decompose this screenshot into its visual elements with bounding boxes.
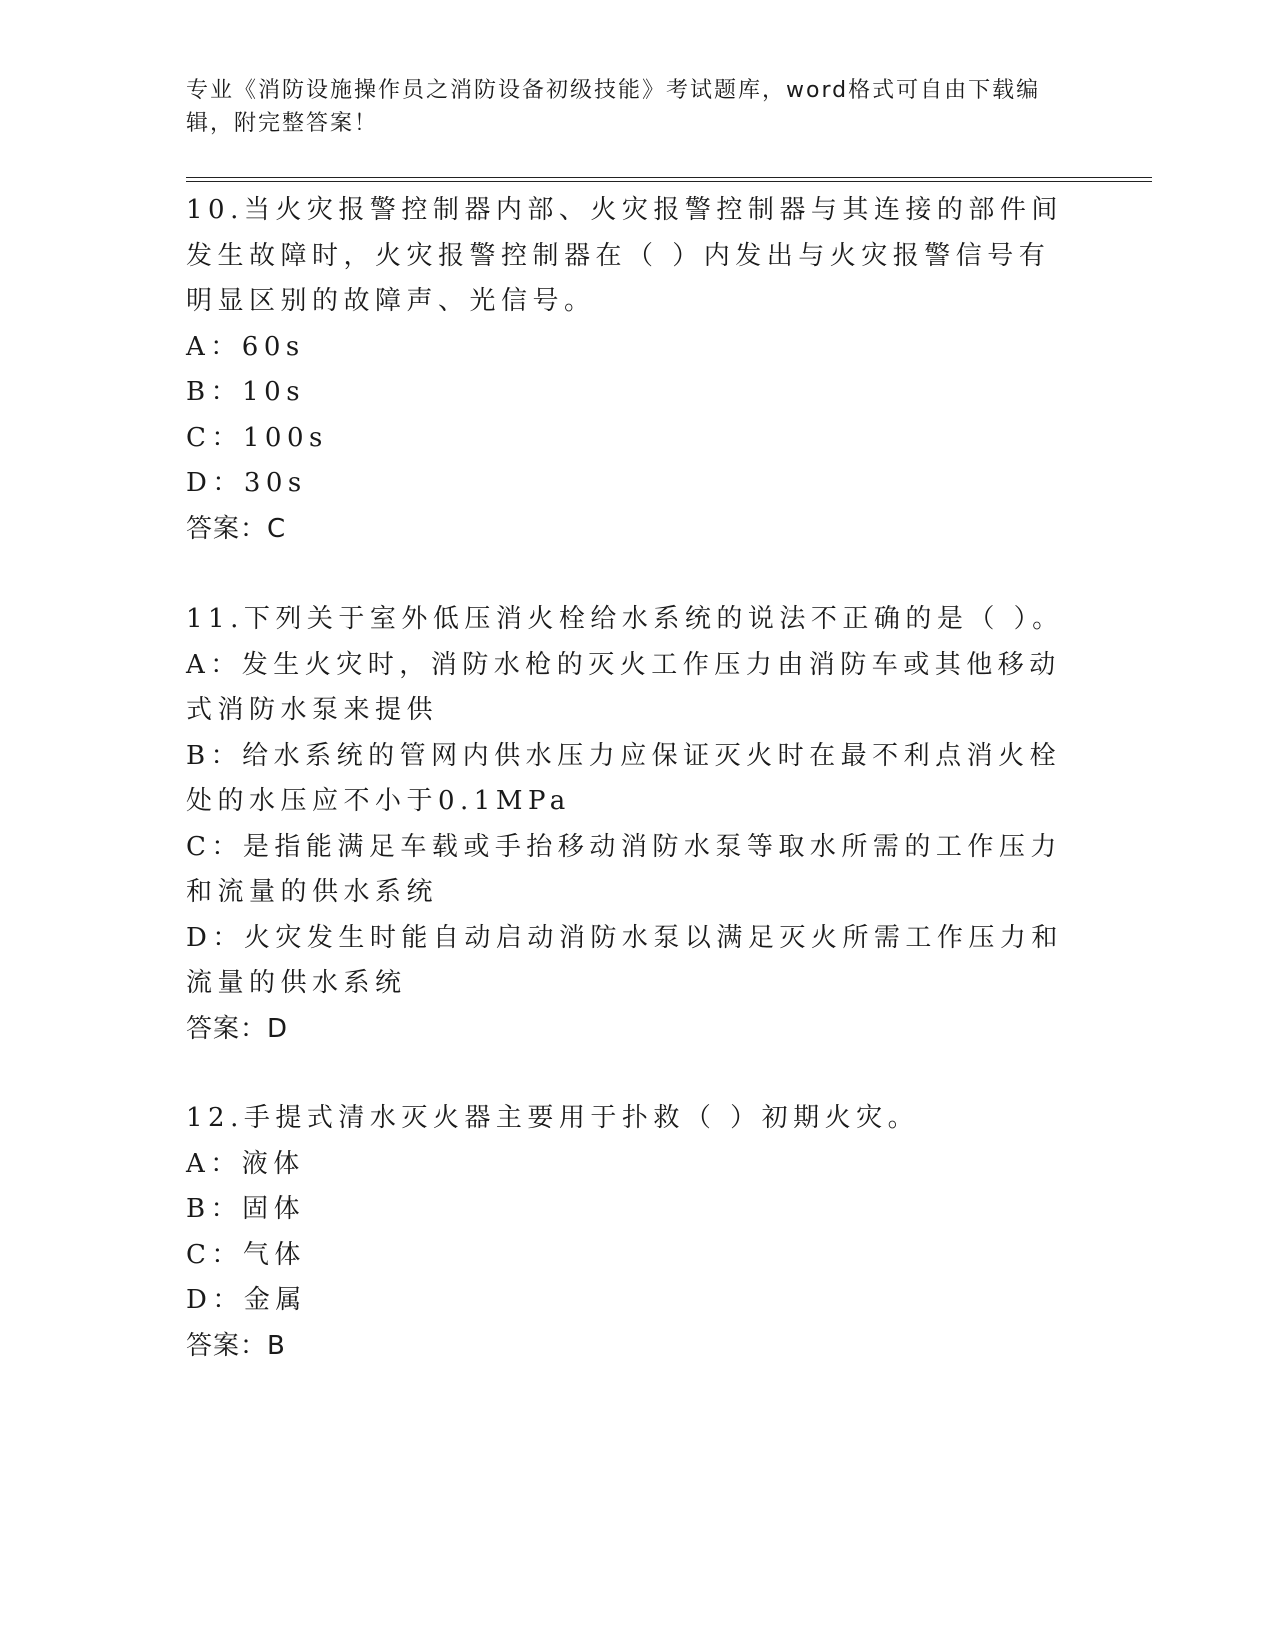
option-a: A：发生火灾时，消防水枪的灭火工作压力由消防车或其他移动式消防水泵来提供 [186,649,1061,725]
answer: 答案：B [186,1330,286,1361]
option-c: C：100s [186,422,328,453]
option-a: A：60s [186,331,305,362]
answer: 答案：C [186,513,287,544]
option-b: B：给水系统的管网内供水压力应保证灭火时在最不利点消火栓处的水压应不小于0.1MPa [186,740,1062,816]
question-stem: 10.当火灾报警控制器内部、火灾报警控制器与其连接的部件间发生故障时，火灾报警控制器在（ ）内发出与火灾报警信号有明显区别的故障声、光信号。 [186,195,1063,316]
option-c: C：是指能满足车载或手抬移动消防水泵等取水所需的工作压力和流量的供水系统 [186,831,1062,907]
answer: 答案：D [186,1013,289,1044]
option-d: D：火灾发生时能自动启动消防水泵以满足灭火所需工作压力和流量的供水系统 [186,922,1063,998]
question-11 [186,597,1066,1052]
option-c: C：气体 [186,1239,306,1270]
option-a: A：液体 [186,1148,305,1179]
option-b: B：固体 [186,1194,306,1224]
question-stem: 12.手提式清水灭火器主要用于扑救（ ）初期火灾。 [186,1103,920,1133]
question-12 [186,1096,1066,1369]
option-d: D：金属 [186,1285,307,1315]
document-header: 专业《消防设施操作员之消防设备初级技能》考试题库，word格式可自由下载编辑，附完整答案！ [186,78,1041,136]
question-10 [186,188,1066,552]
header-divider-top [186,177,1152,178]
option-b: B：10s [186,377,306,407]
option-d: D：30s [186,468,307,498]
header-divider-bottom [186,181,1152,182]
question-stem: 11.下列关于室外低压消火栓给水系统的说法不正确的是（ ）。 [186,604,1064,634]
